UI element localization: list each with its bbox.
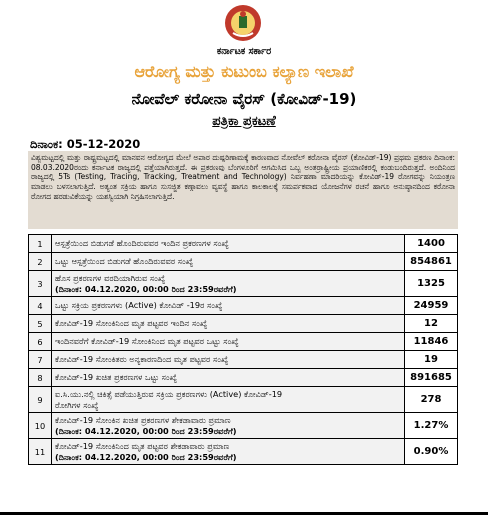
row-number: 3 <box>29 271 52 297</box>
table-row <box>29 387 458 413</box>
description-line: ಒಟ್ಟು ಆಸ್ಪತ್ರೆಯಿಂದ ಬಿಡುಗಡೆ ಹೊಂದಿರುವವರ ಸಂಖ್ಯೆ <box>55 256 194 266</box>
table-row <box>29 235 458 253</box>
description-line: ಕೋವಿಡ್-19 ಸೋಂಕಿನಿಂದ ಮೃತ ಪಟ್ಟವರ ಇಂದಿನ ಸಂಖ್ಯೆ <box>55 318 208 328</box>
table-row <box>29 297 458 315</box>
row-description <box>52 235 405 253</box>
description-line: ಇಂದಿನವರೆಗೆ ಕೋವಿಡ್-19 ಸೋಂಕಿನಿಂದ ಮೃತ ಪಟ್ಟವರ ಒಟ್ಟು ಸಂಖ್ಯೆ <box>55 336 239 346</box>
description-line: ಕೋವಿಡ್-19 ಖಚಿತ ಪ್ರಕರಣಗಳ ಒಟ್ಟು ಸಂಖ್ಯೆ <box>55 372 178 382</box>
description-line: ಕೋವಿಡ್-19 ಸೋಂಕಿತರು ಅನ್ಯಕಾರಣದಿಂದ ಮೃತ ಪಟ್ಟವರ ಸಂಖ್ಯೆ <box>55 354 229 364</box>
row-number: 2 <box>29 253 52 271</box>
description-subline: (ದಿನಾಂಕ: 04.12.2020, 00:00 ರಿಂದ 23:59ರವರೆಗೆ) <box>55 451 237 462</box>
row-number: 10 <box>29 413 52 439</box>
subject-title: ನೋವೆಲ್ ಕರೋನಾ ವೈರಸ್ (ಕೋವಿಡ್-19) <box>131 90 357 108</box>
row-description <box>52 333 405 351</box>
row-description <box>52 439 405 465</box>
row-description <box>52 351 405 369</box>
table-row <box>29 351 458 369</box>
row-value: 12 <box>405 315 458 333</box>
press-release-heading: ಪತ್ರಿಕಾ ಪ್ರಕಟಣೆ <box>212 114 276 129</box>
table-row <box>29 315 458 333</box>
description-line: ಒಟ್ಟು ಸಕ್ರಿಯ ಪ್ರಕರಣಗಳು (Active) ಕೋವಿಡ್ -19ರ ಸಂಖ್ಯೆ <box>55 300 223 310</box>
description-line: ಕೋವಿಡ್-19 ಸೋಂಕಿನ ಖಚಿತ ಪ್ರಕರಣಗಳ ಶೇಕಡಾವಾರು ಪ್ರಮಾಣ <box>55 414 231 425</box>
description-subline: (ದಿನಾಂಕ: 04.12.2020, 00:00 ರಿಂದ 23:59ರವರೆಗೆ) <box>55 425 237 436</box>
row-description <box>52 369 405 387</box>
row-description <box>52 297 405 315</box>
government-label: ಕರ್ನಾಟಕ ಸರ್ಕಾರ <box>216 46 272 57</box>
row-number: 9 <box>29 387 52 413</box>
description-subline: ರೋಗಿಗಳ ಸಂಖ್ಯೆ <box>55 399 99 410</box>
row-value: 1.27% <box>405 413 458 439</box>
row-value: 24959 <box>405 297 458 315</box>
row-number: 1 <box>29 235 52 253</box>
row-number: 8 <box>29 369 52 387</box>
table-row <box>29 253 458 271</box>
department-title: ಆರೋಗ್ಯ ಮತ್ತು ಕುಟುಂಬ ಕಲ್ಯಾಣ ಇಲಾಖೆ <box>134 62 354 81</box>
row-value: 891685 <box>405 369 458 387</box>
row-value: 1325 <box>405 271 458 297</box>
row-value: 0.90% <box>405 439 458 465</box>
row-description <box>52 387 405 413</box>
release-date: ದಿನಾಂಕ: 05-12-2020 <box>30 137 141 151</box>
row-value: 854861 <box>405 253 458 271</box>
row-description <box>52 271 405 297</box>
description-line: ಕೋವಿಡ್-19 ಸೋಂಕಿನಿಂದ ಮೃತ ಪಟ್ಟವರ ಶೇಕಡಾವಾರು ಪ್ರಮಾಣ <box>55 440 230 451</box>
table-row <box>29 369 458 387</box>
description-line: ಐ.ಸಿ.ಯು.ನಲ್ಲಿ ಚಿಕಿತ್ಸೆ ಪಡೆಯುತ್ತಿರುವ ಸಕ್ರಿಯ ಪ್ರಕರಣಗಳು (Active) ಕೋವಿಡ್-19 <box>55 388 283 399</box>
row-description <box>52 253 405 271</box>
description-subline: (ದಿನಾಂಕ: 04.12.2020, 00:00 ರಿಂದ 23:59ರವರೆಗೆ) <box>55 283 237 294</box>
table-row <box>29 333 458 351</box>
row-description <box>52 413 405 439</box>
row-number: 4 <box>29 297 52 315</box>
table-row <box>29 413 458 439</box>
intro-paragraph: ವಿಶ್ವಮಟ್ಟದಲ್ಲಿ ಮತ್ತು ರಾಷ್ಟ್ರಮಟ್ಟದಲ್ಲಿ ಮಾನವನ ಆರೋಗ್ಯದ ಮೇಲೆ ಅಪಾರ ದುಷ್ಪರಿಣಾಮಕ್ಕೆ ಕಾರಣವಾದ ನೋವೆಲ್ ಕರೋನಾ ವೈರಸ್ (ಕೋವಿಡ್-19) ಪ್ರಥಮ ಪ್ರಕರಣ ದಿನಾಂಕ: 08.03.2020ರಂದು ಕರ್ನಾಟಕ ರಾಜ್ಯದಲ್ಲಿ ಪತ್ತೆಯಾಗಿರುತ್ತದೆ. ಈ ಪ್ರಕರಣವು ಬೆಂಗಳೂರಿಗೆ ಆಗಮಿಸಿದ ಒಬ್ಬ ಅಂತರ್ರಾಷ್ಟ್ರೀಯ ಪ್ರಯಾಣಿಕರಲ್ಲಿ ಕಂಡುಬಂದಿರುತ್ತದೆ. ಅಂದಿನಿಂದ ರಾಜ್ಯದಲ್ಲಿ 5Ts (Testing, Tracing, Tracking, Treatment and Technology) ನಿರ್ವಹಣಾ ಮಾದರಿಯನ್ನು ಕೋವಿಡ್-19 ರೋಗವನ್ನು ನಿಯಂತ್ರಣ ಮಾಡಲು ಬಳಸಲಾಗುತ್ತಿದೆ. ಅತ್ಯಂತ ಸಕ್ರಿಯ ಹಾಗೂ ಸುಸಜ್ಜಿತ ಕಣ್ಗಾವಲು ವ್ಯವಸ್ಥೆ ಹಾಗೂ ಕಾಲಕಾಲಕ್ಕೆ ಸಮರ್ಪಕವಾದ ಯೋಜನೆಗಳ ರಚನೆ ಹಾಗೂ ಅನುಷ್ಠಾನದಿಂದ ಕರೋನಾ ರೋಗದ ಹರಡುವಿಕೆಯನ್ನು ಯಶಸ್ವಿಯಾಗಿ ನಿಗ್ರಹಿಸಲಾಗುತ್ತಿದೆ. <box>28 151 458 229</box>
row-number: 6 <box>29 333 52 351</box>
row-value: 19 <box>405 351 458 369</box>
row-value: 278 <box>405 387 458 413</box>
row-number: 11 <box>29 439 52 465</box>
table-row <box>29 271 458 297</box>
row-value: 1400 <box>405 235 458 253</box>
row-description <box>52 315 405 333</box>
government-emblem-icon <box>219 3 267 43</box>
description-line: ಹೊಸ ಪ್ರಕರಣಗಳ ವರದಿಯಾಗಿರುವ ಸಂಖ್ಯೆ <box>55 272 166 283</box>
description-line: ಆಸ್ಪತ್ರೆಯಿಂದ ಬಿಡುಗಡೆ ಹೊಂದಿರುವವರ ಇಂದಿನ ಪ್ರಕರಣಗಳ ಸಂಖ್ಯೆ <box>55 238 229 248</box>
statistics-table <box>28 234 458 465</box>
row-value: 11846 <box>405 333 458 351</box>
row-number: 7 <box>29 351 52 369</box>
table-row <box>29 439 458 465</box>
row-number: 5 <box>29 315 52 333</box>
